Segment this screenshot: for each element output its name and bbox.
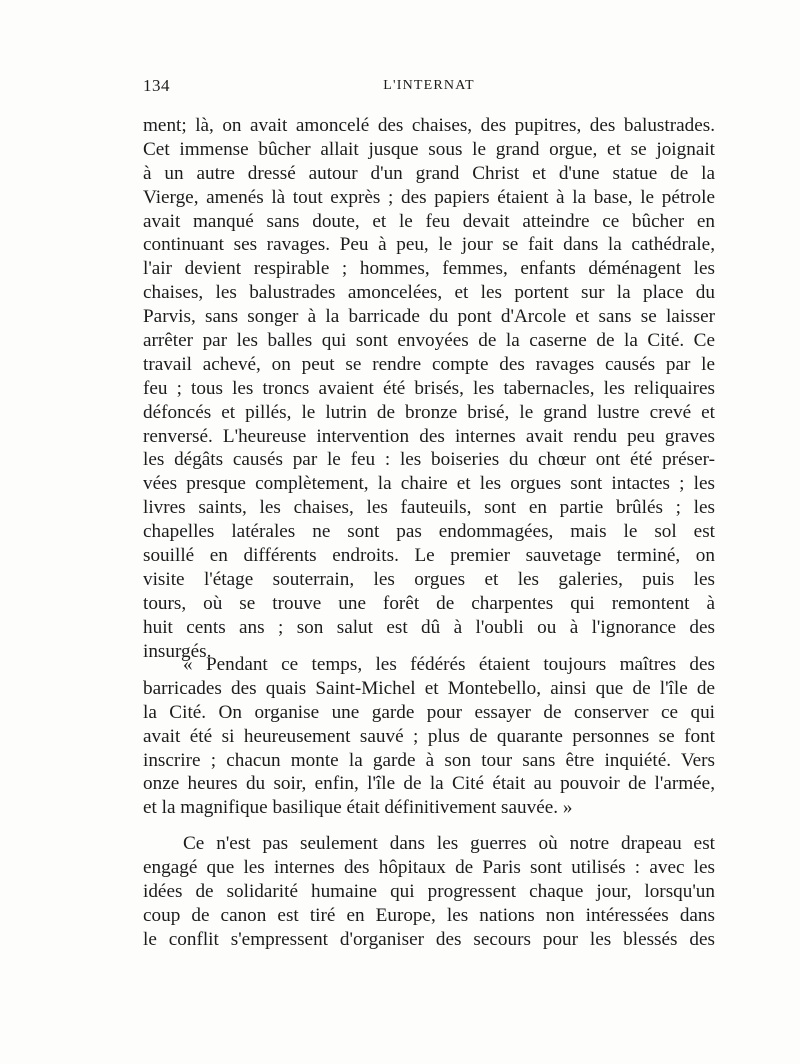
text-line: livres saints, les chaises, les fauteuils, sont en partie brûlés ; les: [143, 497, 715, 519]
text-line: Ce n'est pas seulement dans les guerres où notre drapeau est: [183, 833, 715, 854]
page-number: 134: [143, 76, 170, 95]
text-line: le conflit s'empressent d'organiser des secours pour les blessés des: [143, 928, 715, 950]
text-line: coup de canon est tiré en Europe, les nations non intéressées dans: [143, 904, 715, 926]
text-line: engagé que les internes des hôpitaux de Paris sont utilisés : avec les: [143, 856, 715, 878]
text-line: chapelles latérales ne sont pas endommagées, mais le sol est: [143, 521, 715, 543]
text-line: la Cité. On organise une garde pour essayer de conserver ce qui: [143, 701, 715, 723]
text-line: barricades des quais Saint-Michel et Montebello, ainsi que de l'île de: [143, 677, 715, 699]
text-line: huit cents ans ; son salut est dû à l'oubli ou à l'ignorance des: [143, 616, 715, 638]
paragraph-1: [143, 114, 715, 663]
text-line: Cet immense bûcher allait jusque sous le grand orgue, et se joignait: [143, 138, 715, 160]
text-line: tours, où se trouve une forêt de charpentes qui remontent à: [143, 592, 715, 614]
text-line: continuant ses ravages. Peu à peu, le jour se fait dans la cathédrale,: [143, 234, 715, 256]
text-line: arrêter par les balles qui sont envoyées de la caserne de la Cité. Ce: [143, 330, 715, 352]
text-line: les dégâts causés par le feu : les boiseries du chœur ont été préser-: [143, 449, 715, 471]
text-line: à un autre dressé autour d'un grand Christ et d'une statue de la: [143, 162, 715, 184]
text-line: « Pendant ce temps, les fédérés étaient toujours maîtres des: [183, 654, 715, 675]
text-line: Vierge, amenés là tout exprès ; des papiers étaient à la base, le pétrole: [143, 186, 715, 208]
text-line: avait été si heureusement sauvé ; plus de quarante personnes se font: [143, 725, 715, 747]
page-header: [143, 76, 715, 100]
text-line: ment; là, on avait amoncelé des chaises, des pupitres, des balustrades.: [143, 115, 715, 136]
text-line: défoncés et pillés, le lutrin de bronze brisé, le grand lustre crevé et: [143, 401, 715, 423]
text-line: avait manqué sans doute, et le feu devait atteindre ce bûcher en: [143, 210, 715, 232]
text-line: travail achevé, on peut se rendre compte des ravages causés par le: [143, 353, 715, 375]
text-line: renversé. L'heureuse intervention des internes avait rendu peu graves: [143, 425, 715, 447]
text-line: visite l'étage souterrain, les orgues et les galeries, puis les: [143, 568, 715, 590]
text-line: vées presque complètement, la chaire et les orgues sont intactes ; les: [143, 473, 715, 495]
text-line: insurgés.: [143, 640, 212, 662]
text-line: l'air devient respirable ; hommes, femmes, enfants déménagent les: [143, 258, 715, 280]
text-line: idées de solidarité humaine qui progressent chaque jour, lorsqu'un: [143, 880, 715, 902]
text-line: feu ; tous les troncs avaient été brisés, les tabernacles, les reliquaires: [143, 377, 715, 399]
text-line: et la magnifique basilique était définitivement sauvée. »: [143, 797, 573, 819]
text-line: chaises, les balustrades amoncelées, et les portent sur la place du: [143, 282, 715, 304]
running-title: L'INTERNAT: [383, 78, 475, 93]
text-line: souillé en différents endroits. Le premier sauvetage terminé, on: [143, 545, 715, 567]
paragraph-3: [143, 832, 715, 951]
text-line: Parvis, sans songer à la barricade du pont d'Arcole et sans se laisser: [143, 306, 715, 328]
text-line: inscrire ; chacun monte la garde à son tour sans être inquiété. Vers: [143, 749, 715, 771]
text-line: onze heures du soir, enfin, l'île de la Cité était au pouvoir de l'armée,: [143, 773, 715, 795]
paragraph-2-quotation: [143, 653, 715, 820]
